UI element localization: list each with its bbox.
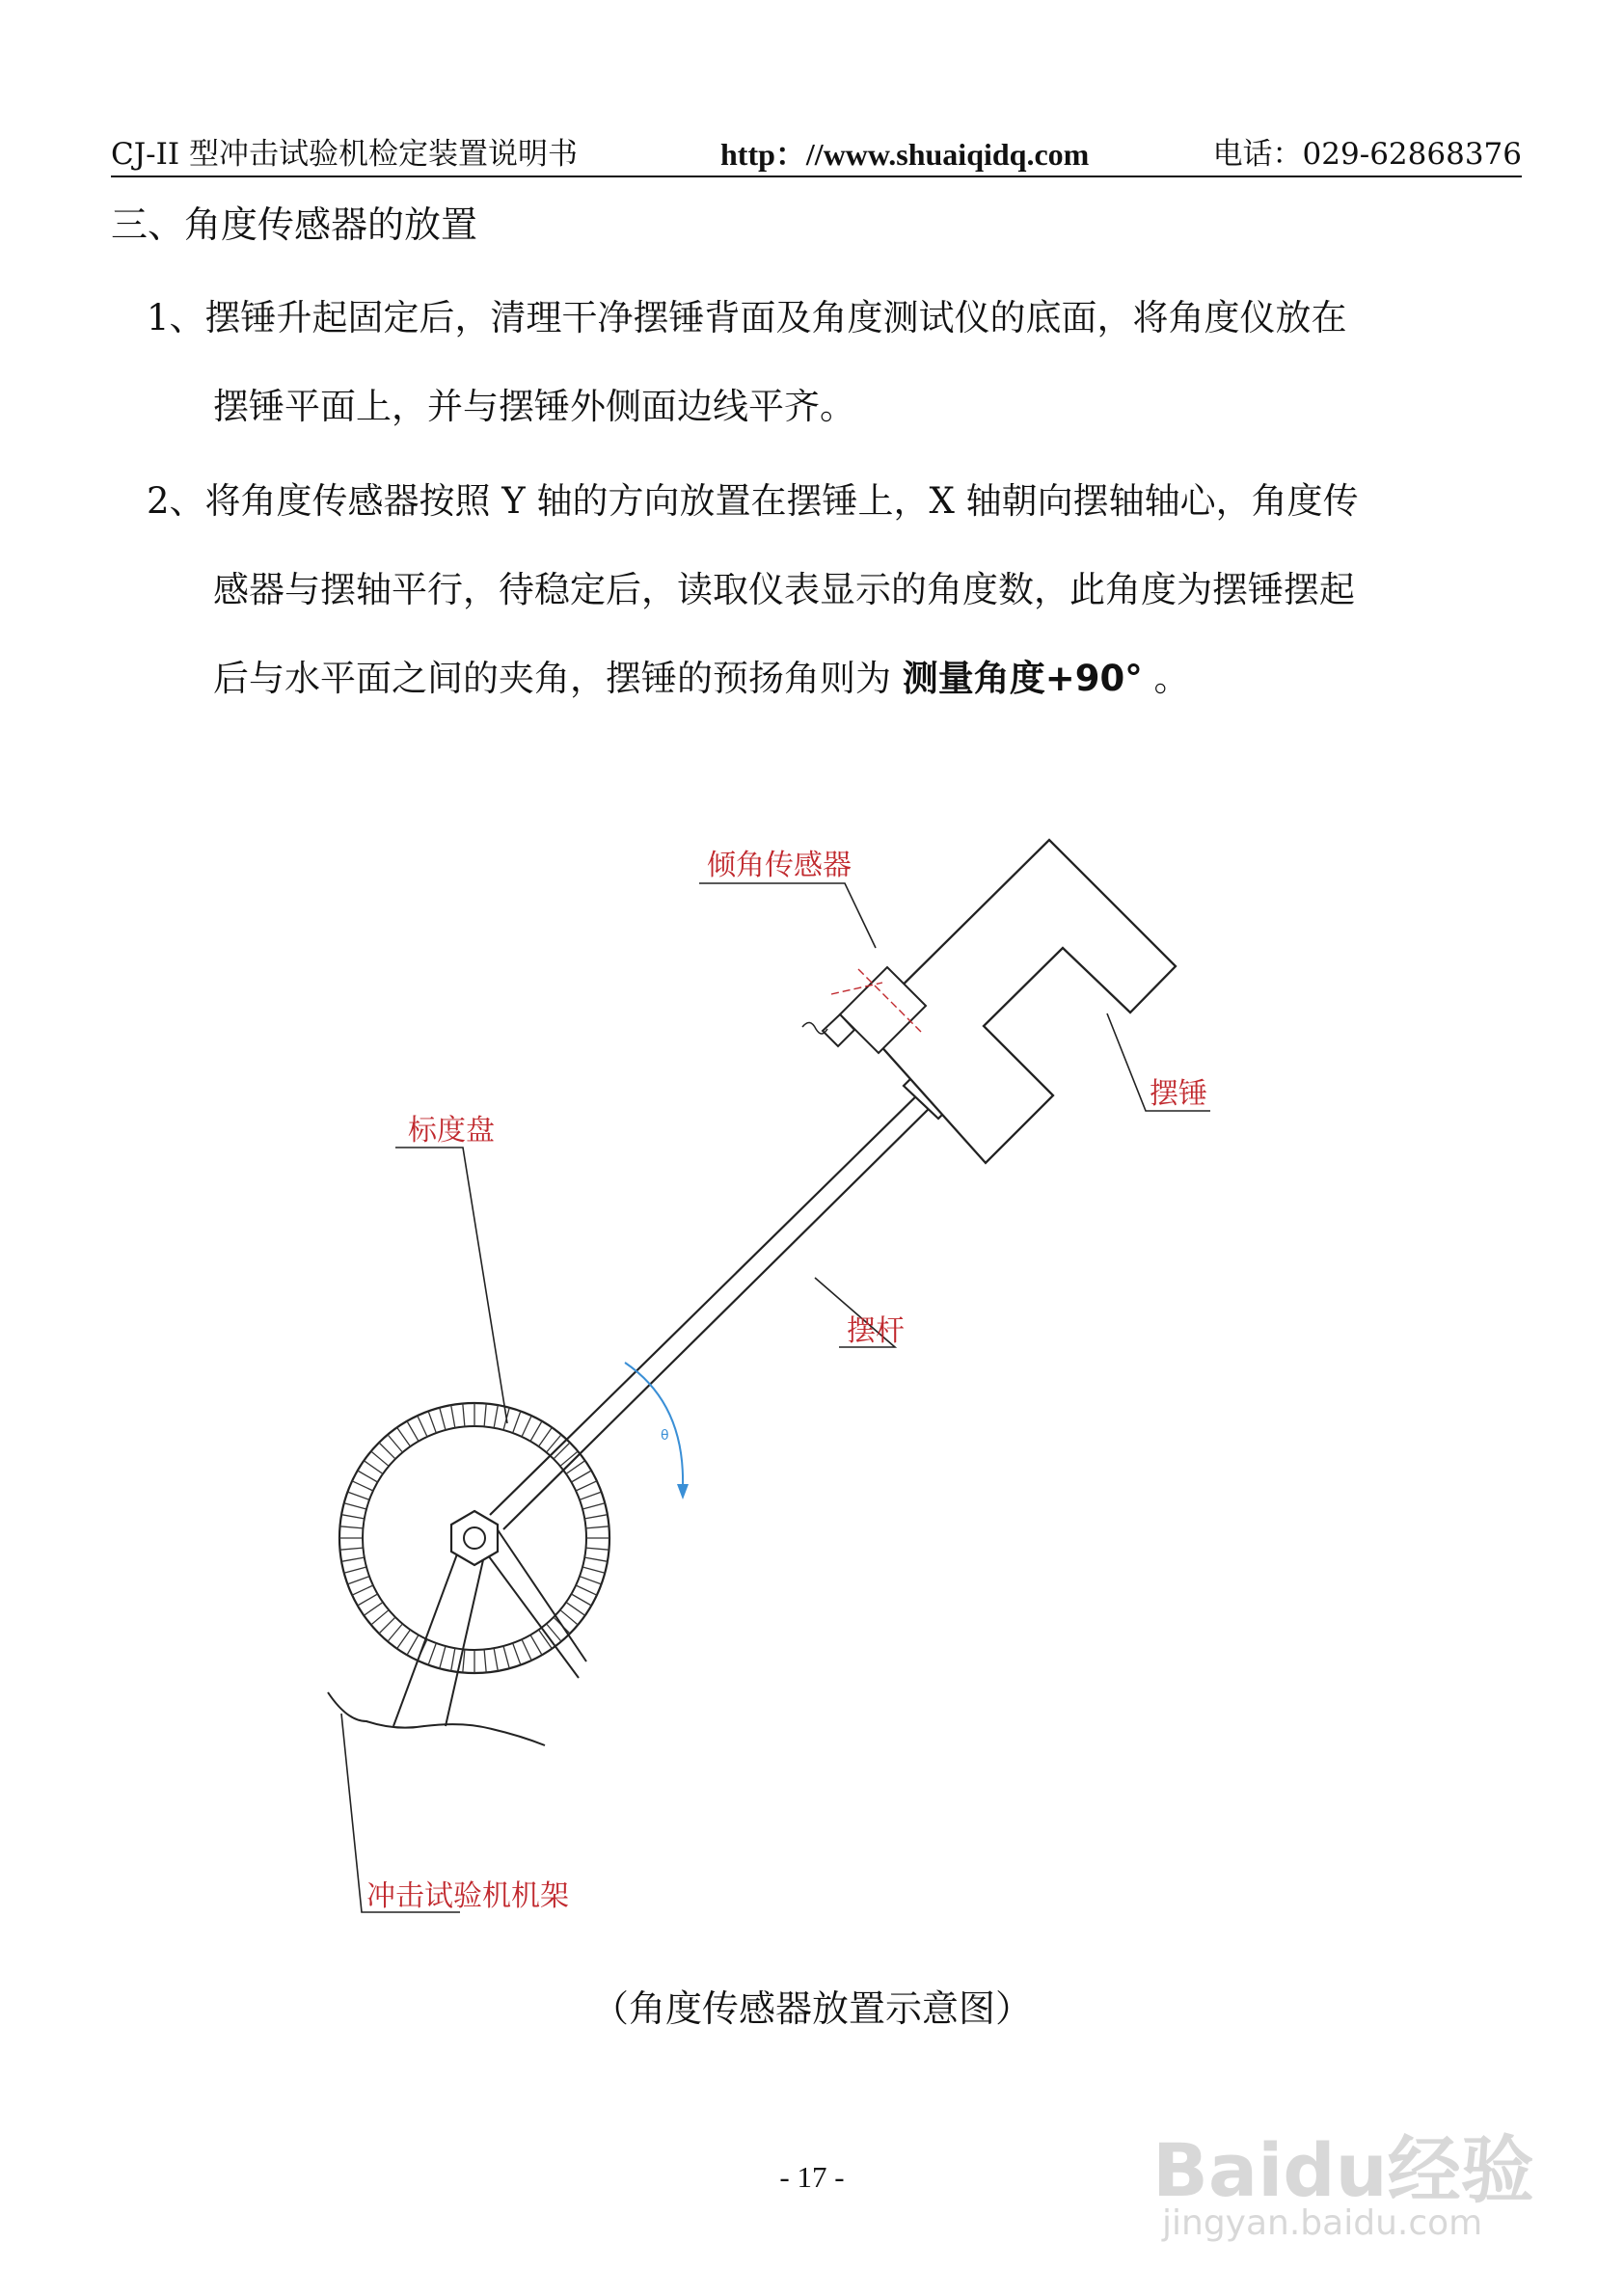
dial-tick <box>576 1481 597 1491</box>
dial-tick <box>418 1416 427 1437</box>
label-frame: 冲击试验机机架 <box>366 1879 569 1913</box>
dial-tick <box>513 1643 521 1665</box>
dial-tick <box>344 1503 366 1509</box>
dial-tick <box>341 1515 365 1519</box>
dial-tick <box>580 1577 602 1584</box>
dial-tick <box>539 1427 553 1446</box>
dial-tick <box>340 1548 364 1550</box>
label-dial: 标度盘 <box>408 1114 495 1148</box>
dial-tick <box>584 1557 608 1561</box>
dial-tick <box>494 1648 498 1671</box>
dial-tick <box>571 1594 591 1606</box>
instruction-item-2 <box>147 457 1516 723</box>
item-1-line-2: 摆锤平面上，并与摆锤外侧面边线平齐。 <box>213 386 855 427</box>
header-phone: 电话：029-62868376 <box>1212 137 1522 172</box>
item-1-line-1: 1、摆锤升起固定后，清理干净摆锤背面及角度测试仪的底面，将角度仪放在 <box>147 274 1516 363</box>
page-header <box>111 133 1522 177</box>
dial-tick <box>347 1492 369 1499</box>
dial-tick <box>428 1643 436 1665</box>
dial-tick <box>530 1421 542 1442</box>
dial-tick <box>388 1435 402 1452</box>
dial-tick <box>352 1481 373 1491</box>
dial-tick <box>582 1567 605 1573</box>
dial-tick <box>582 1503 605 1509</box>
dial-tick <box>371 1451 389 1466</box>
dial-tick <box>566 1603 585 1616</box>
dial-tick <box>530 1634 542 1655</box>
dial-tick <box>397 1630 411 1649</box>
dial-tick <box>576 1585 597 1595</box>
watermark-url: jingyan.baidu.com <box>1162 2203 1483 2243</box>
dial-tick <box>379 1443 395 1459</box>
dial-tick <box>407 1421 419 1442</box>
dial-tick <box>358 1594 378 1606</box>
leader-lines <box>341 883 1210 1912</box>
dial-tick <box>584 1515 608 1519</box>
dial-tick <box>344 1567 366 1573</box>
dial-tick <box>566 1461 585 1474</box>
sensor-placement-diagram <box>318 824 1331 1943</box>
dial-tick <box>560 1610 578 1625</box>
item-2-line-2: 感器与摆轴平行，待稳定后，读取仪表显示的角度数，此角度为摆锤摆起 <box>213 569 1355 610</box>
dial-tick <box>513 1411 521 1433</box>
dial-tick <box>451 1648 455 1671</box>
item-2-line-1: 2、将角度传感器按照 Y 轴的方向放置在摆锤上，X 轴朝向摆轴轴心，角度传 <box>147 457 1516 546</box>
dial-tick <box>407 1634 419 1655</box>
label-sensor: 倾角传感器 <box>707 849 852 882</box>
dial-tick <box>547 1435 561 1452</box>
formula-text: 测量角度+90° <box>902 658 1143 699</box>
dial-tick <box>371 1610 389 1625</box>
dial-tick <box>580 1492 602 1499</box>
header-title: CJ-II 型冲击试验机检定装置说明书 <box>111 137 578 172</box>
instruction-item-1 <box>147 274 1516 451</box>
dial-tick <box>379 1617 395 1634</box>
dial-tick <box>341 1557 365 1561</box>
dial-tick <box>397 1427 411 1446</box>
dial-tick <box>428 1411 436 1433</box>
dial-tick <box>586 1526 609 1528</box>
dial-tick <box>340 1526 364 1528</box>
dial-tick <box>494 1405 498 1428</box>
dial-tick <box>522 1639 531 1661</box>
dial-tick <box>364 1603 383 1616</box>
baidu-watermark <box>1152 2073 1557 2266</box>
hub-icon <box>451 1511 498 1565</box>
header-url[interactable]: http：//www.shuaiqidq.com <box>720 137 1090 172</box>
item-1-number: 1、 <box>147 297 205 338</box>
svg-text:θ: θ <box>661 1428 669 1444</box>
dial-tick <box>388 1624 402 1641</box>
dial-tick <box>364 1461 383 1474</box>
dial-tick <box>522 1416 531 1437</box>
dial-tick <box>571 1471 591 1482</box>
dial-tick <box>347 1577 369 1584</box>
dial-tick <box>503 1646 509 1668</box>
section-heading: 三、角度传感器的放置 <box>111 203 478 246</box>
item-2-line-3: 后与水平面之间的夹角，摆锤的预扬角则为 测量角度+90° 。 <box>213 658 1190 699</box>
dial-tick <box>352 1585 373 1595</box>
dial-tick <box>451 1405 455 1428</box>
dial-tick <box>463 1404 465 1427</box>
label-rod: 摆杆 <box>847 1314 905 1348</box>
item-2-number: 2、 <box>147 480 205 522</box>
dial-tick <box>358 1471 378 1482</box>
dial-tick <box>484 1404 486 1427</box>
dial-tick <box>484 1650 486 1673</box>
page-number: - 17 - <box>779 2160 845 2194</box>
diagram-caption: （角度传感器放置示意图） <box>591 1987 1032 2030</box>
rotation-arrow <box>625 1363 689 1499</box>
dial-tick <box>586 1548 609 1550</box>
label-hammer: 摆锤 <box>1150 1077 1207 1111</box>
rod-group <box>490 1071 953 1529</box>
watermark-brand: Baidu经验 <box>1152 2127 1534 2213</box>
dial-tick <box>440 1646 446 1668</box>
dial-tick <box>440 1408 446 1430</box>
